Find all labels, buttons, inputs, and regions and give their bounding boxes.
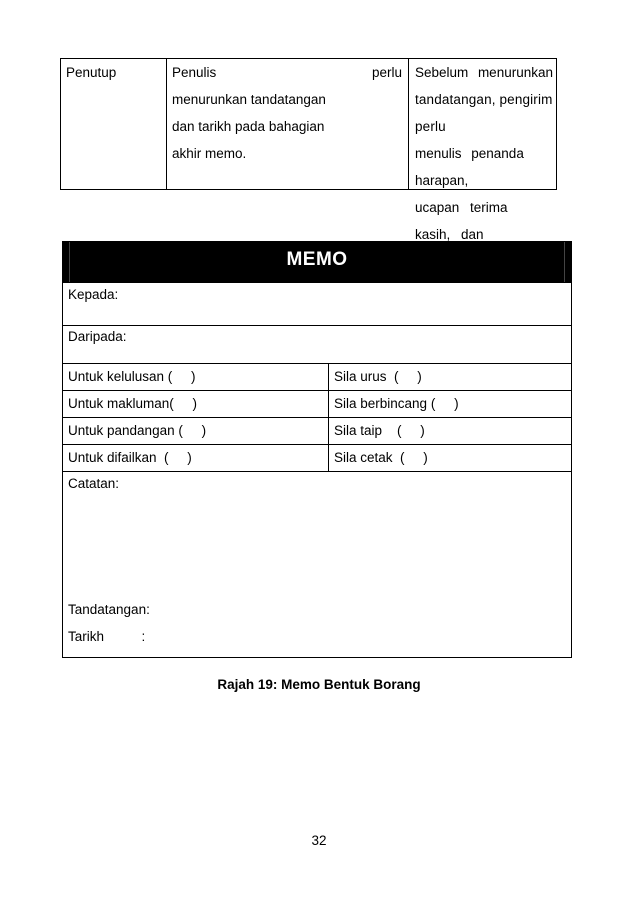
tandatangan-label: Tandatangan: — [68, 602, 150, 617]
column-divider — [328, 391, 329, 417]
writer-line: akhir memo. — [172, 146, 247, 161]
table-cell-section — [61, 59, 167, 189]
tarikh-label: Tarikh : — [68, 629, 146, 644]
kepada-row — [63, 282, 571, 325]
memo-title: MEMO — [286, 249, 348, 270]
note-line: menulis penanda harapan, — [415, 146, 524, 188]
writer-line: menurunkan tandatangan — [172, 92, 326, 107]
column-divider — [328, 445, 329, 471]
note-line — [415, 59, 553, 86]
option-row — [63, 444, 571, 471]
option-left: Untuk kelulusan ( ) — [68, 369, 196, 384]
option-right: Sila urus ( ) — [334, 369, 422, 384]
writer-word: Penulis — [172, 65, 217, 80]
page-number: 32 — [311, 833, 327, 848]
option-right: Sila berbincang ( ) — [334, 396, 459, 411]
note-word: menurunkan — [477, 65, 553, 80]
option-right: Sila cetak ( ) — [334, 450, 428, 465]
table-cell-note — [409, 59, 558, 242]
note-line: ucapan terima kasih, dan — [415, 200, 508, 242]
table-cell-writer — [167, 59, 409, 189]
option-left: Untuk makluman( ) — [68, 396, 198, 411]
option-right: Sila taip ( ) — [334, 423, 425, 438]
note-line: tandatangan, pengirim perlu — [415, 92, 553, 134]
catatan-section — [63, 471, 571, 657]
option-row — [63, 363, 571, 390]
column-divider — [328, 418, 329, 444]
column-divider — [328, 364, 329, 390]
writer-line — [172, 59, 402, 86]
option-row — [63, 390, 571, 417]
kepada-label: Kepada: — [68, 287, 119, 302]
writer-word: perlu — [371, 65, 402, 80]
catatan-label: Catatan: — [68, 476, 120, 491]
closing-guidance-table — [60, 58, 557, 242]
memo-header — [63, 242, 571, 282]
daripada-label: Daripada: — [68, 329, 127, 344]
option-row — [63, 417, 571, 444]
option-left: Untuk pandangan ( ) — [68, 423, 207, 438]
daripada-row — [63, 325, 571, 363]
memo-form — [62, 241, 572, 658]
note-word: Sebelum — [415, 65, 469, 80]
writer-line: dan tarikh pada bahagian — [172, 119, 325, 134]
section-label: Penutup — [66, 65, 117, 80]
option-left: Untuk difailkan ( ) — [68, 450, 192, 465]
figure-caption: Rajah 19: Memo Bentuk Borang — [217, 677, 421, 692]
